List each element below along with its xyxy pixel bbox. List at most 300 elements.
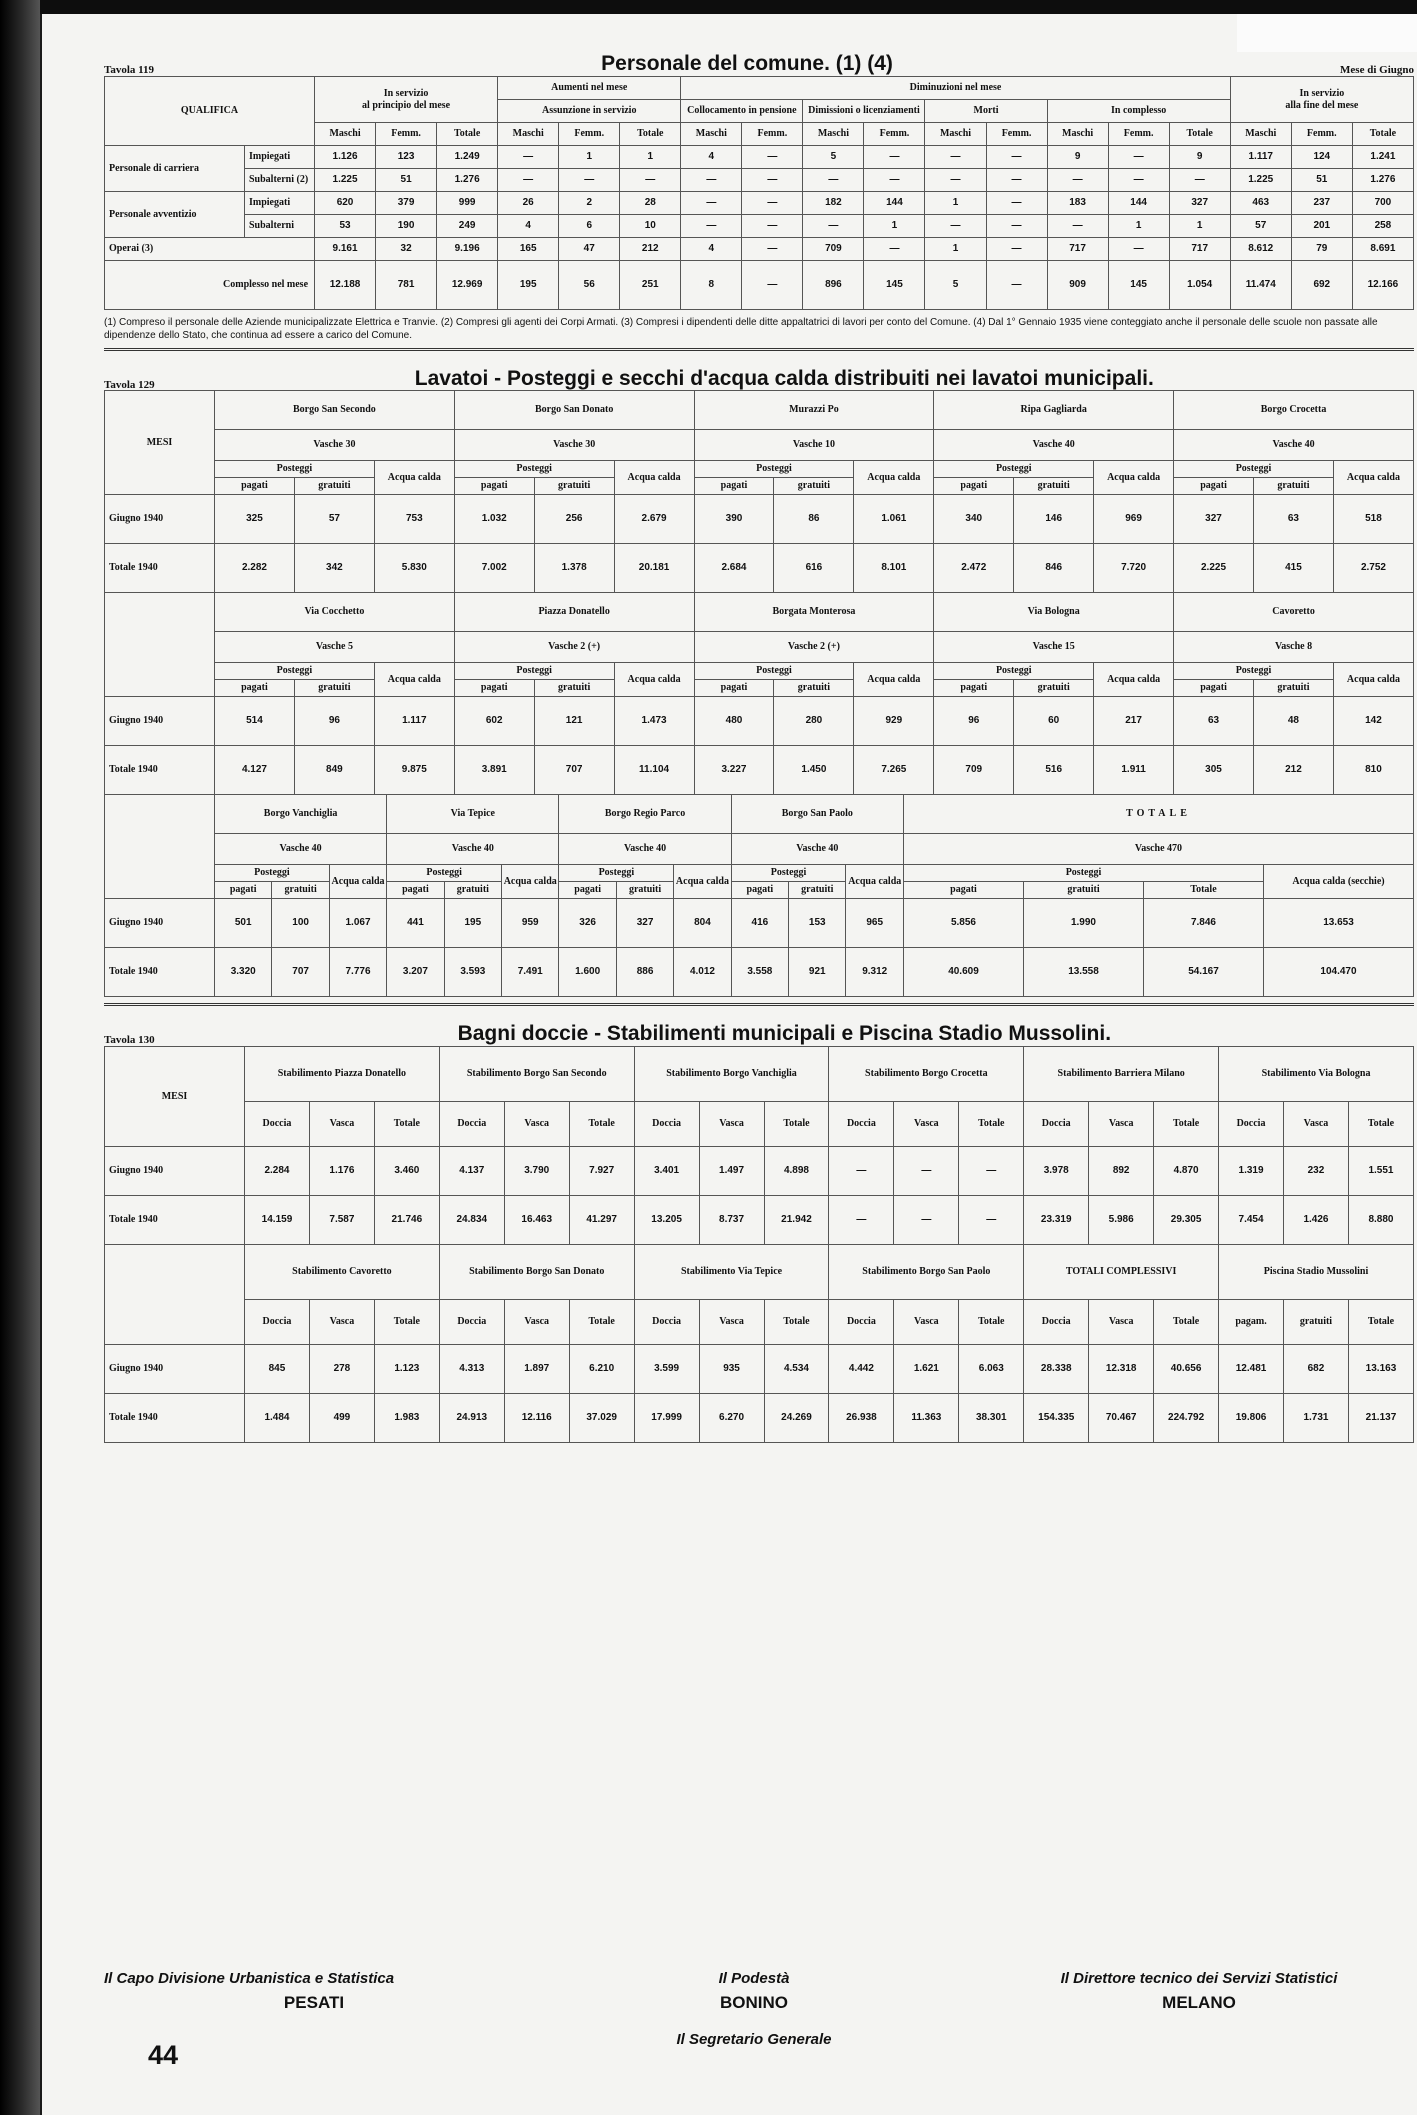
doccia-header: Doccia	[245, 1102, 310, 1147]
acqua-calda-header: Acqua calda	[854, 663, 934, 697]
table-cell: 21.137	[1348, 1394, 1413, 1443]
posteggi-header: Posteggi	[1174, 461, 1334, 478]
totale-subheader: Totale	[1348, 1300, 1413, 1345]
table-cell: 256	[534, 495, 614, 544]
sex-subheader: Femm.	[742, 123, 803, 146]
table-cell: 1.054	[1169, 261, 1230, 310]
vasche-count: Vasche 10	[694, 430, 934, 461]
vasca-header: Vasca	[504, 1300, 569, 1345]
totale-subheader: Totale	[959, 1102, 1024, 1147]
table-cell: —	[498, 146, 559, 169]
table-cell: 896	[803, 261, 864, 310]
table-cell: 154.335	[1024, 1394, 1089, 1443]
table-cell: 63	[1174, 697, 1254, 746]
place-name: Borgo San Paolo	[731, 795, 903, 834]
table-cell: 145	[1108, 261, 1169, 310]
posteggi-header: Posteggi	[731, 865, 846, 882]
posteggi-header: Posteggi	[934, 461, 1094, 478]
place-name: Piazza Donatello	[454, 593, 694, 632]
table-cell: 13.653	[1263, 899, 1413, 948]
lavatoi-tavola: Tavola 129	[104, 379, 155, 391]
signature-footer	[104, 1970, 1414, 2090]
table-cell: 1.319	[1219, 1147, 1284, 1196]
table-cell: 1.450	[774, 746, 854, 795]
table-cell: —	[986, 261, 1047, 310]
table-cell: 1	[1169, 215, 1230, 238]
sex-subheader: Totale	[1169, 123, 1230, 146]
table-cell: 8.101	[854, 544, 934, 593]
doccia-header: Doccia	[1024, 1300, 1089, 1345]
table-cell: —	[742, 192, 803, 215]
sex-subheader: Femm.	[864, 123, 925, 146]
table-cell: 23.319	[1024, 1196, 1089, 1245]
table-cell: —	[681, 192, 742, 215]
vasca-header: Vasca	[1089, 1300, 1154, 1345]
table-cell: 11.474	[1230, 261, 1291, 310]
sex-subheader: Totale	[620, 123, 681, 146]
table-cell: 54.167	[1143, 948, 1263, 997]
table-cell: 4.870	[1154, 1147, 1219, 1196]
totale-subheader: Totale	[1154, 1102, 1219, 1147]
stabilimento-name: Stabilimento Borgo Vanchiglia	[634, 1047, 829, 1102]
table-cell: 195	[444, 899, 501, 948]
personale-table	[104, 76, 1414, 310]
table-cell: 327	[1169, 192, 1230, 215]
footer-right	[984, 1970, 1414, 2013]
pagati-header: pagati	[934, 478, 1014, 495]
table-cell: 3.401	[634, 1147, 699, 1196]
table-cell: 100	[272, 899, 329, 948]
table-cell: 2.282	[215, 544, 295, 593]
table-cell: 804	[674, 899, 731, 948]
table-cell: 5.986	[1089, 1196, 1154, 1245]
table-cell: 499	[309, 1394, 374, 1443]
posteggi-header: Posteggi	[454, 461, 614, 478]
table-cell: 47	[559, 238, 620, 261]
stabilimento-name: Stabilimento Borgo Crocetta	[829, 1047, 1024, 1102]
row-label: Giugno 1940	[105, 697, 215, 746]
stabilimento-name: Stabilimento Barriera Milano	[1024, 1047, 1219, 1102]
table-cell: 24.834	[439, 1196, 504, 1245]
table-row	[105, 215, 1414, 238]
table-cell: 1.123	[374, 1345, 439, 1394]
table-cell: 1	[620, 146, 681, 169]
table-cell: 9	[1047, 146, 1108, 169]
table-cell: —	[959, 1147, 1024, 1196]
doccia-header: Doccia	[439, 1300, 504, 1345]
table-cell: 3.460	[374, 1147, 439, 1196]
personale-tavola: Tavola 119	[104, 64, 155, 76]
gratuiti-header: gratuiti	[294, 680, 374, 697]
footer-center-role2: Il Segretario Generale	[676, 2031, 832, 2048]
table-cell: 4.313	[439, 1345, 504, 1394]
table-row	[105, 1394, 1414, 1443]
vasca-header: Vasca	[309, 1102, 374, 1147]
table-cell: —	[681, 215, 742, 238]
mesi-header	[105, 1245, 245, 1345]
doccia-header: Doccia	[634, 1102, 699, 1147]
posteggi-header: Posteggi	[694, 461, 854, 478]
bagni-tavola: Tavola 130	[104, 1034, 155, 1046]
table-cell: 1.551	[1348, 1147, 1413, 1196]
table-cell: 327	[1174, 495, 1254, 544]
table-cell: 4	[681, 238, 742, 261]
table-cell: 1.497	[699, 1147, 764, 1196]
table-cell: 4.137	[439, 1147, 504, 1196]
table-cell: 63	[1253, 495, 1333, 544]
table-cell: 501	[215, 899, 272, 948]
collocamento-header: Collocamento in pensione	[681, 100, 803, 123]
totale-subheader: Totale	[569, 1102, 634, 1147]
lavatoi-table-block-2	[104, 592, 1414, 795]
table-cell: 709	[934, 746, 1014, 795]
sex-subheader: Maschi	[1047, 123, 1108, 146]
table-cell: —	[986, 169, 1047, 192]
vasca-header: Vasca	[309, 1300, 374, 1345]
table-row	[105, 1196, 1414, 1245]
table-cell: 1.276	[1352, 169, 1413, 192]
totale-subheader: Totale	[1143, 882, 1263, 899]
table-cell: 21.942	[764, 1196, 829, 1245]
acqua-calda-header: Acqua calda	[674, 865, 731, 899]
table-cell: 53	[315, 215, 376, 238]
table-cell: —	[803, 169, 864, 192]
vasca-header: gratuiti	[1284, 1300, 1349, 1345]
table-cell: 2.684	[694, 544, 774, 593]
section-divider	[104, 348, 1414, 351]
table-cell: 7.265	[854, 746, 934, 795]
table-cell: 7.846	[1143, 899, 1263, 948]
table-cell: 10	[620, 215, 681, 238]
total-row-label: Complesso nel mese	[105, 261, 315, 310]
row-label: Totale 1940	[105, 1394, 245, 1443]
table-cell: 781	[376, 261, 437, 310]
table-cell: 13.205	[634, 1196, 699, 1245]
row-label: Giugno 1940	[105, 1147, 245, 1196]
gratuiti-header: gratuiti	[1014, 478, 1094, 495]
place-name: Borgo Vanchiglia	[215, 795, 387, 834]
acqua-calda-header: Acqua calda	[1333, 663, 1413, 697]
table-cell: 14.159	[245, 1196, 310, 1245]
vasche-count: Vasche 8	[1174, 632, 1414, 663]
table-cell: —	[1169, 169, 1230, 192]
stabilimento-name: Stabilimento Borgo San Secondo	[439, 1047, 634, 1102]
stabilimento-name: Stabilimento Borgo San Paolo	[829, 1245, 1024, 1300]
table-cell: 4	[681, 146, 742, 169]
sex-subheader: Maschi	[681, 123, 742, 146]
vasca-header: Vasca	[894, 1102, 959, 1147]
acqua-calda-header: Acqua calda	[374, 663, 454, 697]
row-label: Impiegati	[245, 146, 315, 169]
table-cell: 2.752	[1333, 544, 1413, 593]
row-label: Impiegati	[245, 192, 315, 215]
table-cell: 707	[534, 746, 614, 795]
table-cell: 183	[1047, 192, 1108, 215]
table-cell: —	[986, 215, 1047, 238]
row-label: Subalterni	[245, 215, 315, 238]
document-content	[104, 52, 1414, 1443]
place-name: Borgo Crocetta	[1174, 391, 1414, 430]
table-cell: —	[829, 1147, 894, 1196]
table-cell: —	[864, 146, 925, 169]
pagati-header: pagati	[215, 478, 295, 495]
table-row	[105, 1147, 1414, 1196]
posteggi-header: Posteggi	[559, 865, 674, 882]
row-label: Giugno 1940	[105, 899, 215, 948]
totale-subheader: Totale	[764, 1102, 829, 1147]
table-cell: 26.938	[829, 1394, 894, 1443]
pagati-header: pagati	[1174, 478, 1254, 495]
table-cell: 441	[387, 899, 444, 948]
gratuiti-header: gratuiti	[616, 882, 673, 899]
table-cell: 1	[864, 215, 925, 238]
table-cell: 1.032	[454, 495, 534, 544]
table-cell: 305	[1174, 746, 1254, 795]
table-cell: 48	[1253, 697, 1333, 746]
acqua-calda-header: Acqua calda	[1094, 461, 1174, 495]
table-cell: 921	[789, 948, 846, 997]
doccia-header: Doccia	[1219, 1102, 1284, 1147]
table-cell: —	[959, 1196, 1024, 1245]
table-cell: 86	[774, 495, 854, 544]
table-cell: 24.913	[439, 1394, 504, 1443]
acqua-calda-header: Acqua calda	[1333, 461, 1413, 495]
row-label: Totale 1940	[105, 1196, 245, 1245]
lavatoi-tables	[104, 390, 1414, 795]
place-name: Borgo Regio Parco	[559, 795, 731, 834]
totale-subheader: Totale	[1348, 1102, 1413, 1147]
bagni-table-block-2	[104, 1244, 1414, 1443]
doccia-header: Doccia	[1024, 1102, 1089, 1147]
pagati-header: pagati	[387, 882, 444, 899]
table-row	[105, 192, 1414, 215]
table-cell: 6.270	[699, 1394, 764, 1443]
personale-notes: (1) Compreso il personale delle Aziende municipalizzate Elettrica e Tranvie. (2) Compresi gli agenti dei Corpi Armati. (3) Compresi i dipendenti delle ditte appaltatrici di lavori per conto del Comune. (4) Dal 1° Gennaio 1935 viene conteggiato anche il personale delle scuole non passate alle dipendenze dello Stato, che continua ad essere a carico del Comune.	[104, 317, 1378, 341]
table-cell: 280	[774, 697, 854, 746]
table-cell: 32	[376, 238, 437, 261]
table-cell: 12.166	[1352, 261, 1413, 310]
table-cell: 121	[534, 697, 614, 746]
table-cell: 153	[789, 899, 846, 948]
vasche-count: Vasche 2 (+)	[694, 632, 934, 663]
table-cell: —	[829, 1196, 894, 1245]
scan-top-border	[0, 0, 1417, 14]
table-cell: 4.127	[215, 746, 295, 795]
table-cell: 13.558	[1023, 948, 1143, 997]
table-cell: 4.898	[764, 1147, 829, 1196]
footer-center	[604, 1970, 904, 2048]
in-servizio-start-header: In servizio al principio del mese	[315, 77, 498, 123]
posteggi-header: Posteggi	[694, 663, 854, 680]
table-cell: 379	[376, 192, 437, 215]
table-cell: 237	[1291, 192, 1352, 215]
mesi-header	[105, 593, 215, 697]
table-cell: —	[620, 169, 681, 192]
doccia-header: Doccia	[245, 1300, 310, 1345]
table-cell: —	[742, 215, 803, 238]
bagni-header	[104, 1016, 1414, 1046]
table-cell: —	[925, 215, 986, 238]
assunzione-header: Assunzione in servizio	[498, 100, 681, 123]
doccia-header: Doccia	[829, 1102, 894, 1147]
lavatoi-title: Lavatoi - Posteggi e secchi d'acqua calda distribuiti nei lavatoi municipali.	[414, 367, 1154, 390]
table-cell: 1.249	[437, 146, 498, 169]
personale-title: Personale del comune. (1) (4)	[601, 52, 893, 75]
vasca-header: Vasca	[504, 1102, 569, 1147]
place-name: Via Cocchetto	[215, 593, 455, 632]
pagati-header: pagati	[934, 680, 1014, 697]
gratuiti-header: gratuiti	[789, 882, 846, 899]
sex-subheader: Femm.	[559, 123, 620, 146]
table-cell: 278	[309, 1345, 374, 1394]
complesso-header: In complesso	[1047, 100, 1230, 123]
vasche-count: Vasche 40	[731, 834, 903, 865]
table-cell: 124	[1291, 146, 1352, 169]
gratuiti-header: gratuiti	[1253, 680, 1333, 697]
table-cell: 886	[616, 948, 673, 997]
table-cell: 4.012	[674, 948, 731, 997]
table-cell: 70.467	[1089, 1394, 1154, 1443]
footer-left	[104, 1970, 524, 2013]
table-cell: 17.999	[634, 1394, 699, 1443]
stabilimento-name: TOTALI COMPLESSIVI	[1024, 1245, 1219, 1300]
table-cell: 1	[1108, 215, 1169, 238]
table-cell: 682	[1284, 1345, 1349, 1394]
gratuiti-header: gratuiti	[1023, 882, 1143, 899]
gratuiti-header: gratuiti	[1253, 478, 1333, 495]
table-cell: 8.737	[699, 1196, 764, 1245]
pagati-header: pagati	[694, 478, 774, 495]
place-name: Borgata Monterosa	[694, 593, 934, 632]
place-name: Via Tepice	[387, 795, 559, 834]
table-cell: 845	[245, 1345, 310, 1394]
section-divider	[104, 1003, 1414, 1006]
table-cell: 2.679	[614, 495, 694, 544]
table-cell: 12.116	[504, 1394, 569, 1443]
posteggi-header: Posteggi	[1174, 663, 1334, 680]
table-cell: —	[894, 1196, 959, 1245]
table-cell: —	[925, 169, 986, 192]
table-cell: 1.126	[315, 146, 376, 169]
stabilimento-name: Stabilimento Piazza Donatello	[245, 1047, 440, 1102]
table-cell: 26	[498, 192, 559, 215]
sex-subheader: Totale	[437, 123, 498, 146]
table-cell: —	[1047, 215, 1108, 238]
table-cell: 3.320	[215, 948, 272, 997]
table-cell: 1.600	[559, 948, 616, 997]
dimissioni-header: Dimissioni o licenziamenti	[803, 100, 925, 123]
table-row	[105, 746, 1414, 795]
sex-subheader: Maschi	[1230, 123, 1291, 146]
table-cell: 514	[215, 697, 295, 746]
sex-subheader: Totale	[1352, 123, 1413, 146]
place-name: Via Bologna	[934, 593, 1174, 632]
table-cell: 1	[559, 146, 620, 169]
table-cell: 1.378	[534, 544, 614, 593]
place-name: Cavoretto	[1174, 593, 1414, 632]
table-cell: 4.534	[764, 1345, 829, 1394]
table-cell: 182	[803, 192, 864, 215]
vasca-header: Vasca	[1284, 1102, 1349, 1147]
pagati-header: pagati	[454, 478, 534, 495]
bagni-table-block-1	[104, 1046, 1414, 1245]
table-cell: 13.163	[1348, 1345, 1413, 1394]
table-cell: 7.491	[502, 948, 559, 997]
mesi-header: MESI	[105, 391, 215, 495]
table-cell: 700	[1352, 192, 1413, 215]
table-cell: —	[1108, 169, 1169, 192]
sex-subheader: Femm.	[1108, 123, 1169, 146]
table-cell: —	[559, 169, 620, 192]
table-cell: 21.746	[374, 1196, 439, 1245]
table-cell: 40.609	[903, 948, 1023, 997]
table-cell: 390	[694, 495, 774, 544]
table-cell: 620	[315, 192, 376, 215]
table-cell: 4	[498, 215, 559, 238]
table-cell: 5.856	[903, 899, 1023, 948]
table-row	[105, 948, 1414, 997]
table-cell: 96	[294, 697, 374, 746]
table-cell: 325	[215, 495, 295, 544]
gratuiti-header: gratuiti	[1014, 680, 1094, 697]
table-cell: 1.067	[329, 899, 386, 948]
table-cell: 24.269	[764, 1394, 829, 1443]
table-cell: 123	[376, 146, 437, 169]
bagni-title: Bagni doccie - Stabilimenti municipali e Piscina Stadio Mussolini.	[457, 1022, 1112, 1045]
row-label: Totale 1940	[105, 746, 215, 795]
pagati-header: pagati	[559, 882, 616, 899]
row-label: Totale 1940	[105, 544, 215, 593]
table-cell: 1.484	[245, 1394, 310, 1443]
scan-binding-edge	[0, 0, 40, 2115]
table-cell: 480	[694, 697, 774, 746]
table-cell: 16.463	[504, 1196, 569, 1245]
table-cell: 57	[1230, 215, 1291, 238]
table-cell: —	[742, 169, 803, 192]
table-cell: 3.227	[694, 746, 774, 795]
table-cell: 959	[502, 899, 559, 948]
table-cell: 909	[1047, 261, 1108, 310]
table-cell: 4.442	[829, 1345, 894, 1394]
lavatoi-table-block-1	[104, 390, 1414, 593]
diminuzioni-header: Diminuzioni nel mese	[681, 77, 1230, 100]
table-cell: —	[803, 215, 864, 238]
row-group-label: Personale avventizio	[105, 192, 245, 238]
table-cell: 717	[1047, 238, 1108, 261]
row-label: Giugno 1940	[105, 1345, 245, 1394]
table-cell: 5.830	[374, 544, 454, 593]
vasche-count: Vasche 40	[934, 430, 1174, 461]
table-cell: 201	[1291, 215, 1352, 238]
table-cell: 212	[1253, 746, 1333, 795]
row-label: Giugno 1940	[105, 495, 215, 544]
totale-subheader: Totale	[374, 1102, 439, 1147]
table-cell: 692	[1291, 261, 1352, 310]
table-cell: 3.891	[454, 746, 534, 795]
qualifica-header: QUALIFICA	[105, 77, 315, 146]
table-cell: 11.104	[614, 746, 694, 795]
table-cell: 142	[1333, 697, 1413, 746]
table-row	[105, 899, 1414, 948]
vasche-count: Vasche 15	[934, 632, 1174, 663]
table-cell: 3.593	[444, 948, 501, 997]
table-cell: 709	[803, 238, 864, 261]
table-cell: —	[1047, 169, 1108, 192]
table-cell: 195	[498, 261, 559, 310]
totale-subheader: Totale	[569, 1300, 634, 1345]
doccia-header: pagam.	[1219, 1300, 1284, 1345]
table-cell: 327	[616, 899, 673, 948]
